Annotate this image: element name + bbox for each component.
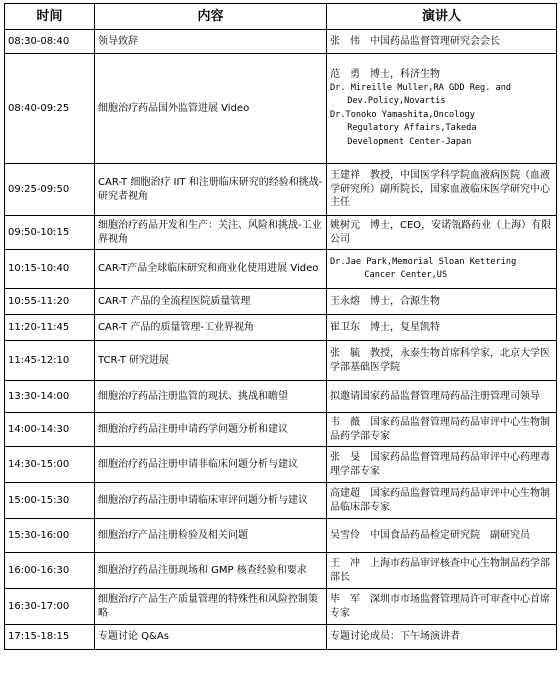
agenda-body (5, 30, 557, 650)
row-speaker (327, 483, 557, 519)
row-time: 11:20-11:45 (5, 315, 95, 341)
speaker-line: 专题讨论成员：下午场演讲者 (330, 631, 460, 643)
table-row (5, 625, 557, 650)
row-content: CAR-T 产品的质量管理-工业界视角 (95, 315, 327, 341)
row-speaker (327, 625, 557, 650)
table-row (5, 216, 557, 250)
row-speaker (327, 315, 557, 341)
row-content: 细胞治疗药品注册申请临床审评问题分析与建议 (95, 483, 327, 519)
row-speaker (327, 519, 557, 553)
table-row (5, 519, 557, 553)
row-speaker (327, 413, 557, 447)
speaker-line: Dr.Tonoko Yamashita,Oncology (330, 109, 475, 120)
row-speaker (327, 553, 557, 589)
table-row (5, 483, 557, 519)
row-time: 14:30-15:00 (5, 447, 95, 483)
header-content: 内容 (95, 4, 327, 30)
row-time: 10:15-10:40 (5, 250, 95, 289)
row-time: 08:30-08:40 (5, 30, 95, 54)
speaker-line: Development Center-Japan (330, 136, 472, 147)
speaker-line: Dr. Mireille Muller,RA GDD Reg. and (330, 82, 512, 93)
table-row (5, 164, 557, 216)
row-time: 16:00-16:30 (5, 553, 95, 589)
table-row (5, 54, 557, 164)
speaker-line: Regulatory Affairs,Takeda (330, 123, 477, 133)
table-row (5, 381, 557, 413)
row-content: TCR-T 研究进展 (95, 341, 327, 381)
row-speaker (327, 289, 557, 315)
table-row (5, 250, 557, 289)
header-speaker: 演讲人 (327, 4, 557, 30)
row-time: 15:30-16:00 (5, 519, 95, 553)
table-row (5, 553, 557, 589)
agenda-table (4, 3, 557, 650)
speaker-line: 崔卫东 博士，复星凯特 (330, 321, 440, 333)
row-speaker (327, 54, 557, 164)
table-row (5, 289, 557, 315)
table-row (5, 30, 557, 54)
speaker-line: 拟邀请国家药品监督管理局药品注册管理司领导 (330, 390, 540, 402)
speaker-line: 王 冲 上海市药品审评核查中心生物制品药学部部长 (330, 558, 550, 583)
row-time: 13:30-14:00 (5, 381, 95, 413)
row-time: 16:30-17:00 (5, 589, 95, 625)
table-row (5, 341, 557, 381)
row-content: CAR-T 细胞治疗 IIT 和注册临床研究的经验和挑战-研究者视角 (95, 164, 327, 216)
speaker-line: 吴雪伶 中国食品药品检定研究院 副研究员 (330, 529, 530, 541)
row-time: 10:55-11:20 (5, 289, 95, 315)
row-time: 09:25-09:50 (5, 164, 95, 216)
speaker-line: 张 毓 教授，永泰生物首席科学家，北京大学医学部基础医学院 (330, 348, 550, 373)
speaker-line: 毕 军 深圳市市场监督管理局许可审查中心首席专家 (330, 594, 550, 619)
row-speaker (327, 341, 557, 381)
row-speaker (327, 30, 557, 54)
speaker-line: 范 勇 博士，科济生物 (330, 69, 440, 80)
speaker-line: 王建祥 教授，中国医学科学院血液病医院（血液学研究所）副所院长，国家血液临床医学研究中心主任 (330, 170, 550, 209)
row-time: 15:00-15:30 (5, 483, 95, 519)
table-row (5, 315, 557, 341)
row-time: 09:50-10:15 (5, 216, 95, 250)
table-row (5, 589, 557, 625)
row-speaker (327, 164, 557, 216)
row-content: CAR-T 产品的全流程医院质量管理 (95, 289, 327, 315)
row-time: 17:15-18:15 (5, 625, 95, 650)
table-row (5, 447, 557, 483)
row-speaker (327, 447, 557, 483)
header-row (5, 4, 557, 30)
row-content: 细胞治疗药品注册申请非临床问题分析与建议 (95, 447, 327, 483)
row-content: 细胞治疗药品注册监管的现状、挑战和瞻望 (95, 381, 327, 413)
row-content: 领导致辞 (95, 30, 327, 54)
row-content: 细胞治疗药品国外监管进展 Video (95, 54, 327, 164)
row-content: CAR-T产品全球临床研究和商业化使用进展 Video (95, 250, 327, 289)
row-speaker (327, 250, 557, 289)
row-time: 08:40-09:25 (5, 54, 95, 164)
row-speaker (327, 381, 557, 413)
speaker-line: Dr.Jae Park,Memorial Sloan Kettering (330, 256, 517, 267)
speaker-line: 韦 薇 国家药品监督管理局药品审评中心生物制品药学部专家 (330, 417, 550, 442)
row-time: 14:00-14:30 (5, 413, 95, 447)
speaker-line: 高建超 国家药品监督管理局药品审评中心生物制品临床部专家 (330, 488, 550, 513)
header-time: 时间 (5, 4, 95, 30)
row-time: 11:45-12:10 (5, 341, 95, 381)
table-row (5, 413, 557, 447)
row-content: 细胞治疗药品注册申请药学问题分析和建议 (95, 413, 327, 447)
row-content: 细胞治疗药品注册现场和 GMP 核查经验和要求 (95, 553, 327, 589)
speaker-line: 姚树元 博士，CEO，安诺瓴路药业（上海）有限公司 (330, 220, 552, 245)
row-speaker (327, 216, 557, 250)
speaker-line: Dev.Policy,Novartis (330, 96, 446, 106)
row-speaker (327, 589, 557, 625)
row-content: 细胞治疗产品生产质量管理的特殊性和风险控制策略 (95, 589, 327, 625)
speaker-line: Cancer Center,US (330, 270, 448, 280)
row-content: 细胞治疗产品注册检验及相关问题 (95, 519, 327, 553)
row-content: 细胞治疗药品开发和生产：关注、风险和挑战-工业界视角 (95, 216, 327, 250)
speaker-line: 王永熔 博士，合源生物 (330, 295, 440, 307)
row-content: 专题讨论 Q&As (95, 625, 327, 650)
speaker-line: 张 旻 国家药品监督管理局药品审评中心药理毒理学部专家 (330, 452, 550, 477)
speaker-line: 张 伟 中国药品监督管理研究会会长 (330, 35, 500, 47)
